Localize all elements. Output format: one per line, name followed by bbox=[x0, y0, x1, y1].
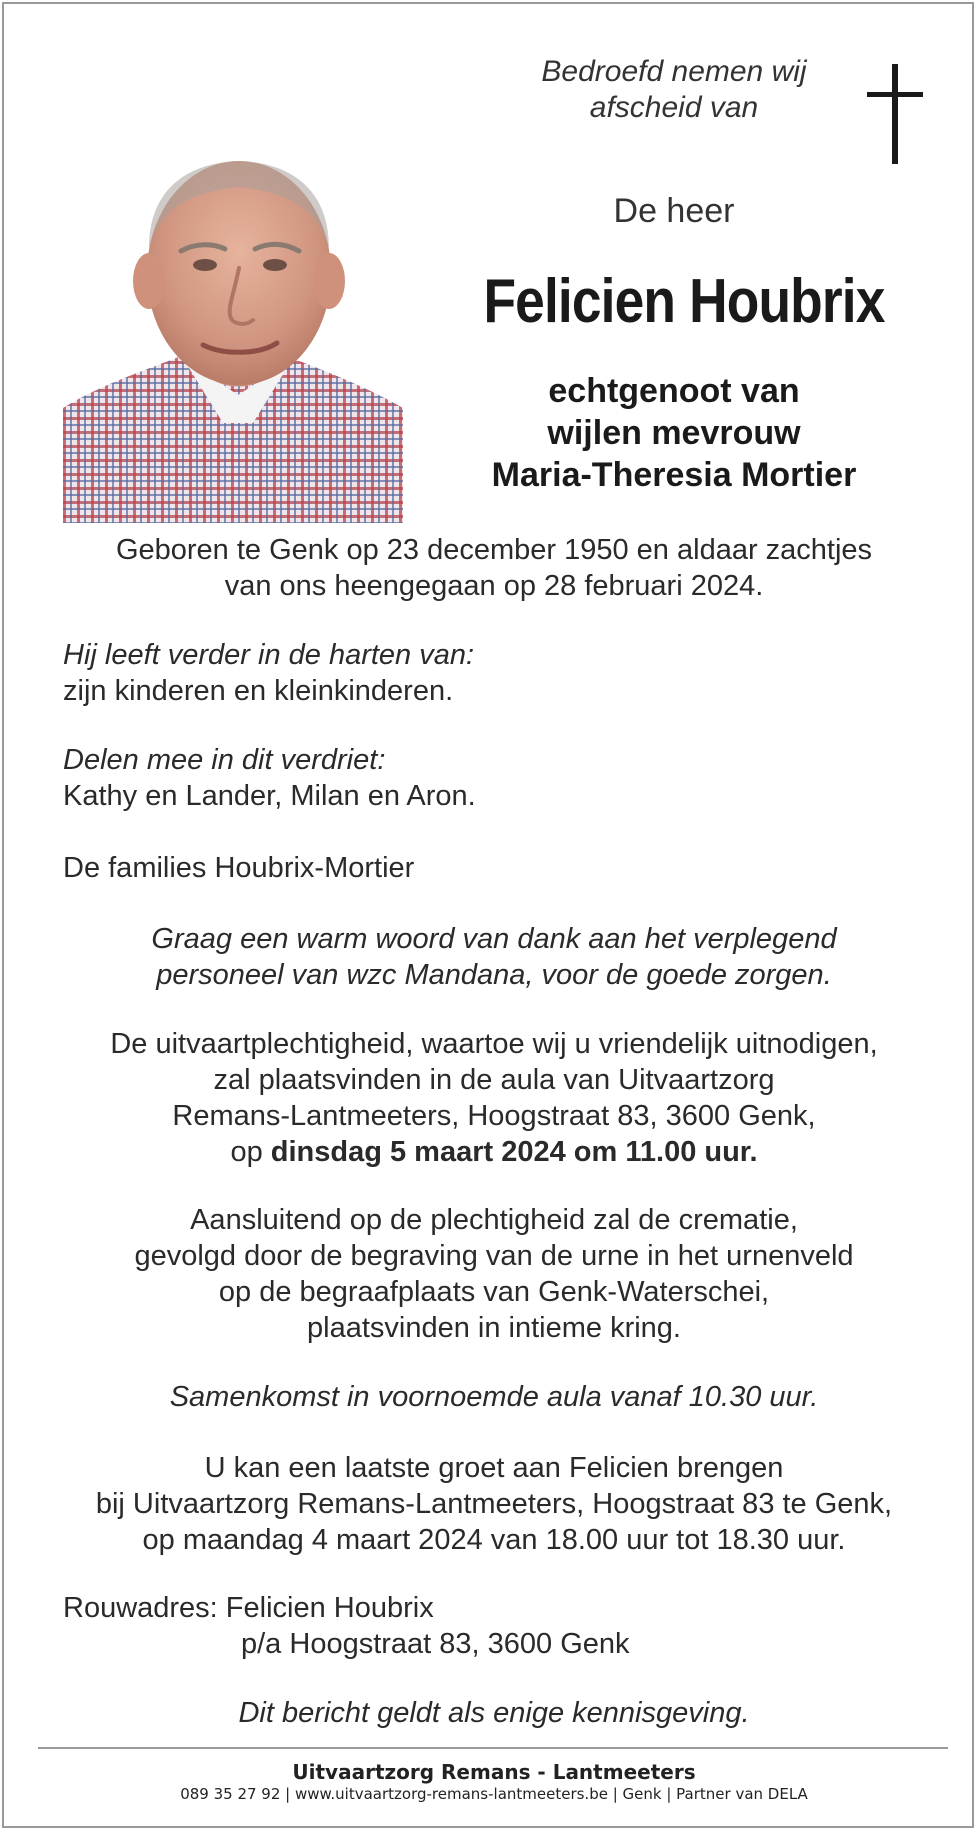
ceremony-line-1: De uitvaartplechtigheid, waartoe wij u vriendelijk uitnodigen, bbox=[110, 1028, 878, 1060]
visitation-line-3: op maandag 4 maart 2024 van 18.00 uur tot 18.30 uur. bbox=[142, 1524, 846, 1556]
cremation-block bbox=[44, 1202, 944, 1346]
thanks-block bbox=[44, 921, 944, 993]
cremation-line-2: gevolgd door de begraving van de urne in het urnenveld bbox=[134, 1240, 854, 1272]
sharing-text: Kathy en Lander, Milan en Aron. bbox=[63, 780, 476, 812]
cremation-line-1: Aansluitend op de plechtigheid zal de crematie, bbox=[190, 1204, 798, 1236]
visitation-line-1: U kan een laatste groet aan Felicien brengen bbox=[204, 1452, 784, 1484]
thanks-line-2: personeel van wzc Mandana, voor de goede zorgen. bbox=[156, 959, 832, 991]
birth-line-2: van ons heengegaan op 28 februari 2024. bbox=[224, 570, 764, 602]
intro-line-1: Bedroefd nemen wij bbox=[541, 55, 807, 88]
sharing-heading: Delen mee in dit verdriet: bbox=[63, 744, 386, 776]
ceremony-line-4 bbox=[44, 1134, 944, 1170]
birth-line-1: Geboren te Genk op 23 december 1950 en aldaar zachtjes bbox=[115, 534, 873, 566]
salutation: De heer bbox=[613, 192, 735, 230]
intro-line-2: afscheid van bbox=[589, 91, 759, 124]
lives-on-block bbox=[63, 637, 943, 709]
footer-divider bbox=[38, 1747, 948, 1749]
address-block bbox=[63, 1590, 943, 1662]
visitation-line-2: bij Uitvaartzorg Remans-Lantmeeters, Hoogstraat 83 te Genk, bbox=[95, 1488, 893, 1520]
birth-block bbox=[44, 532, 944, 604]
families-text: De families Houbrix-Mortier bbox=[63, 852, 415, 884]
ceremony-date-prefix: op bbox=[230, 1136, 263, 1168]
notice-text: Dit bericht geldt als enige kennisgeving. bbox=[238, 1697, 750, 1729]
spouse-line-2: wijlen mevrouw bbox=[547, 414, 801, 452]
ceremony-date: dinsdag 5 maart 2024 om 11.00 uur. bbox=[270, 1136, 758, 1168]
obituary-card bbox=[2, 2, 974, 1828]
footer-info: 089 35 27 92 | www.uitvaartzorg-remans-lantmeeters.be | Genk | Partner van DELA bbox=[180, 1785, 808, 1803]
spouse-line-3: Maria-Theresia Mortier bbox=[491, 456, 857, 494]
ceremony-line-3: Remans-Lantmeeters, Hoogstraat 83, 3600 Genk, bbox=[172, 1100, 816, 1132]
intro-text bbox=[474, 54, 874, 126]
footer-company: Uitvaartzorg Remans - Lantmeeters bbox=[292, 1760, 696, 1784]
cremation-line-3: op de begraafplaats van Genk-Waterschei, bbox=[218, 1276, 770, 1308]
lives-on-text: zijn kinderen en kleinkinderen. bbox=[63, 675, 454, 707]
sharing-block bbox=[63, 742, 943, 814]
gathering-text: Samenkomst in voornoemde aula vanaf 10.30 uur. bbox=[169, 1381, 819, 1413]
spouse-block bbox=[454, 370, 894, 496]
spouse-line-1: echtgenoot van bbox=[548, 372, 800, 410]
portrait-photo bbox=[63, 123, 403, 523]
address-line-2: p/a Hoogstraat 83, 3600 Genk bbox=[241, 1628, 630, 1660]
ceremony-line-2: zal plaatsvinden in de aula van Uitvaartzorg bbox=[213, 1064, 775, 1096]
address-line-1: Rouwadres: Felicien Houbrix bbox=[63, 1592, 434, 1624]
ceremony-block bbox=[44, 1026, 944, 1170]
cremation-line-4: plaatsvinden in intieme kring. bbox=[307, 1312, 681, 1344]
visitation-block bbox=[44, 1450, 944, 1558]
cross-icon bbox=[867, 64, 925, 164]
thanks-line-1: Graag een warm woord van dank aan het verplegend bbox=[151, 923, 837, 955]
lives-on-heading: Hij leeft verder in de harten van: bbox=[63, 639, 475, 671]
deceased-name: Felicien Houbrix bbox=[483, 267, 885, 336]
portrait-illustration bbox=[63, 123, 403, 523]
